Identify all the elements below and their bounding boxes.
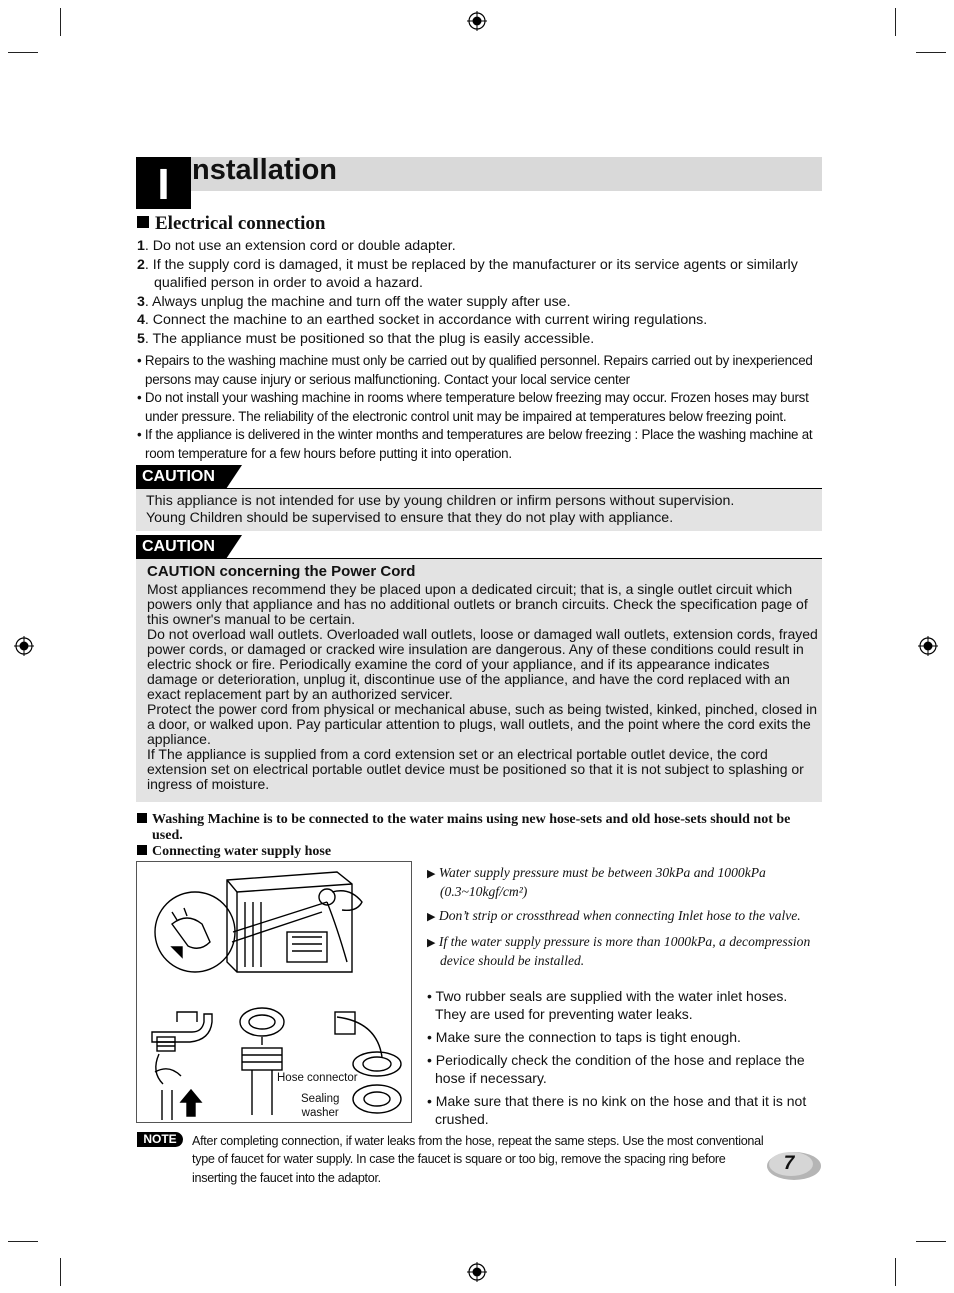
registration-mark-icon xyxy=(14,636,34,656)
hose-connection-illustration xyxy=(136,861,412,1123)
list-item: • Do not install your washing machine in rooms where temperature below freezing may occur. Frozen hoses may burst under pressure. The reliability of the electronic control unit may be impaired at temperatures below freezing point. xyxy=(137,390,809,424)
square-bullet-icon xyxy=(137,216,149,228)
crop-mark xyxy=(60,1258,61,1286)
list-item: ▶ Don’t strip or crossthread when connecting Inlet hose to the valve. xyxy=(427,908,801,923)
crop-mark xyxy=(8,52,38,53)
list-item: Connecting water supply hose xyxy=(137,844,821,860)
washing-machine-hose-icon xyxy=(137,862,411,1122)
registration-mark-icon xyxy=(918,636,938,656)
list-item: Washing Machine is to be connected to the water mains using new hose-sets and old hose-sets should not be used. xyxy=(137,812,821,844)
note-text: After completing connection, if water leaks from the hose, repeat the same steps. Use the most conventional type of faucet for water supply. In case the faucet is square or too big, remove the spacing ring before inserting the faucet into the adaptor. xyxy=(192,1134,764,1185)
crop-mark xyxy=(916,1241,946,1242)
crop-mark xyxy=(8,1241,38,1242)
list-item: ▶ If the water supply pressure is more than 1000kPa, a decompression device should be installed. xyxy=(427,934,811,968)
list-item: 1. Do not use an extension cord or double adapter. xyxy=(137,238,456,254)
page-number: 7 xyxy=(783,1153,795,1174)
list-item: 2. If the supply cord is damaged, it must be replaced by the manufacturer or its service agents or similarly qualified person in order to avoid a hazard. xyxy=(137,256,798,292)
list-item: 5. The appliance must be positioned so that the plug is easily accessible. xyxy=(137,330,595,347)
triangle-arrow-icon: ▶ xyxy=(427,868,436,880)
crop-mark xyxy=(916,52,946,53)
title-initial: I xyxy=(136,157,191,209)
hose-bullet-list xyxy=(427,987,817,1133)
section-heading-electrical: Electrical connection xyxy=(137,213,325,235)
list-item: • Two rubber seals are supplied with the water inlet hoses. They are used for preventing water leaks. xyxy=(427,988,788,1022)
registration-mark-icon xyxy=(467,11,487,31)
figure-label-sealing-washer: Sealing washer xyxy=(301,1093,340,1119)
caution-title: CAUTION concerning the Power Cord xyxy=(147,563,416,580)
list-item: • If the appliance is delivered in the winter months and temperatures are below freezing : Place the washing machine at room temperature for a few hours before putting it into operation. xyxy=(137,427,813,461)
triangle-arrow-icon: ▶ xyxy=(427,911,436,923)
caution-text: This appliance is not intended for use by young children or infirm persons without supervision. Young Children should be supervised to ensure that they do not play with appliance. xyxy=(146,493,735,526)
crop-mark xyxy=(895,8,896,36)
registration-mark-icon xyxy=(467,1262,487,1282)
figure-label-hose-connector: Hose connector xyxy=(277,1072,358,1084)
list-item: • Make sure the connection to taps is tight enough. xyxy=(427,1029,741,1045)
crop-mark xyxy=(60,8,61,36)
hose-notes xyxy=(137,812,821,860)
list-item: • Repairs to the washing machine must only be carried out by qualified personnel. Repairs carried out by inexperienced persons may cause injury or serious malfunctioning. Contact your local service center xyxy=(137,353,813,387)
numbered-list xyxy=(137,237,817,349)
triangle-arrow-icon: ▶ xyxy=(427,937,436,949)
page-title: nstallation xyxy=(192,154,338,186)
list-item: 3. Always unplug the machine and turn off the water supply after use. xyxy=(137,293,571,310)
crop-mark xyxy=(895,1258,896,1286)
list-item: • Make sure that there is no kink on the hose and that it is not crushed. xyxy=(427,1093,807,1127)
square-bullet-icon xyxy=(137,845,147,855)
caution-text: Most appliances recommend they be placed upon a dedicated circuit; that is, a single outlet circuit which powers only that appliance and has no additional outlets or branch circuits. Check the specification page of this owner's manual to be certain. Do not overload wall outlets. Overloaded wall outlets, loose or damaged wall outlets, extension cords, frayed power cords, or damaged or cracked wire insulation are dangerous. Any of these conditions could result in electric shock or fire. Periodically examine the cord of your appliance, and if its appearance indicates damage or deterioration, unplug it, discontinue use of the appliance, and have the cord replaced with an exact replacement part by an authorized servicer. Protect the power cord from physical or mechanical abuse, such as being twisted, kinked, pinched, closed in a door, or walked upon. Pay particular attention to plugs, wall outlets, and the point where the cord exits the appliance. If The appliance is supplied from a cord extension set or an electrical portable outlet device, the cord extension set on electrical portable outlet device must be positioned so that it is not subject to splashing or ingress of moisture. xyxy=(147,581,818,792)
list-item: ▶ Water supply pressure must be between 30kPa and 1000kPa (0.3~10kgf/cm²) xyxy=(427,865,766,899)
caution-tag: CAUTION xyxy=(136,535,256,559)
caution-tag-arrow xyxy=(226,465,242,489)
caution-tag: CAUTION xyxy=(136,465,256,489)
square-bullet-icon xyxy=(137,813,147,823)
bullet-list xyxy=(137,352,817,464)
list-item: • Periodically check the condition of the hose and replace the hose if necessary. xyxy=(427,1052,805,1086)
note-badge: NOTE xyxy=(137,1132,183,1147)
list-item: 4. Connect the machine to an earthed socket in accordance with current wiring regulations. xyxy=(137,312,708,329)
caution-tag-arrow xyxy=(226,535,242,559)
pressure-notes xyxy=(427,864,812,976)
